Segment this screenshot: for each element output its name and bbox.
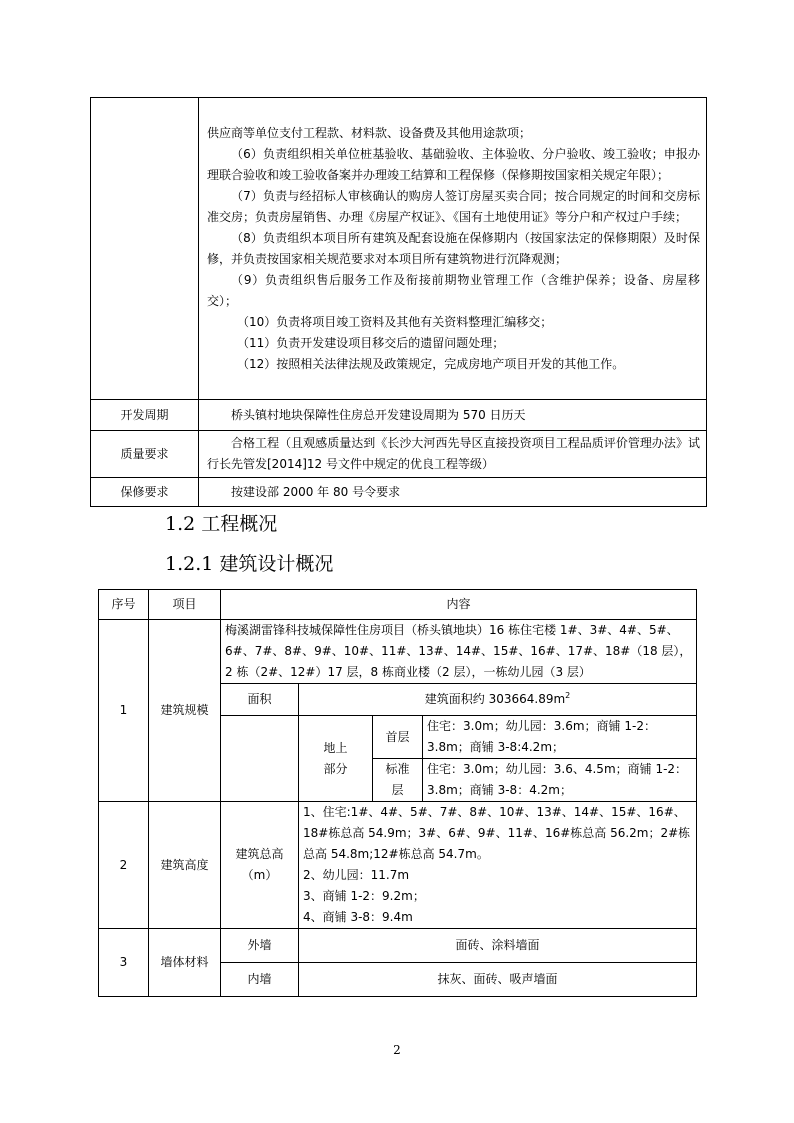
row2-no: 2 [99,802,149,929]
row2-content [299,802,697,929]
quality-label: 质量要求 [91,431,199,478]
header-item: 项目 [149,590,221,620]
period-label: 开发周期 [91,400,199,431]
row2-line: 1、住宅:1#、4#、5#、7#、8#、10#、13#、14#、15#、16#、18#栋总高 54.9m；3#、6#、9#、11#、16#栋总高 56.2m；2#栋总高 54.8m;12#栋总高 54.7m。 [303,805,691,861]
responsibility-table [90,97,707,507]
row1-above-label [299,716,373,802]
responsibility-line: （7）负责与经招标人审核确认的购房人签订房屋买卖合同；按合同规定的时间和交房标准交房；负责房屋销售、办理《房屋产权证》、《国有土地使用证》等分户和产权过户手续； [207,188,700,224]
row1-area-value [299,684,697,716]
row1-std-floor-value: 住宅：3.0m；幼儿园：3.6、4.5m；商铺 1-2：3.8m；商铺 3-8：4.2m； [423,759,697,802]
warranty-value: 按建设部 2000 年 80 号令要求 [199,478,707,507]
row1-first-floor-label: 首层 [373,716,423,759]
responsibility-line: （12）按照相关法律法规及政策规定，完成房地产项目开发的其他工作。 [237,356,625,371]
row3-outer-label: 外墙 [221,929,299,963]
row1-area-label: 面积 [221,684,299,716]
row1-above-text: 地上部分 [323,740,348,776]
section-heading-1-2-1: 1.2.1 建筑设计概况 [165,553,334,575]
section-heading-1-2: 1.2 工程概况 [165,513,278,535]
row2-sub-label [221,802,299,929]
row2-sub-text: 建筑总高（m） [235,847,284,882]
header-content: 内容 [221,590,697,620]
row1-std-floor-label [373,759,423,802]
responsibility-line: （8）负责组织本项目所有建筑及配套设施在保修期内（按国家法定的保修期限）及时保修，并负责按国家相关规范要求对本项目所有建筑物进行沉降观测； [207,230,700,266]
responsibility-line: （10）负责将项目竣工资料及其他有关资料整理汇编移交； [237,314,553,329]
row1-first-floor-value: 住宅：3.0m；幼儿园：3.6m；商铺 1-2：3.8m；商铺 3-8:4.2m； [423,716,697,759]
header-no: 序号 [99,590,149,620]
row3-no: 3 [99,929,149,997]
row1-description: 梅溪湖雷锋科技城保障性住房项目（桥头镇地块）16 栋住宅楼 1#、3#、4#、5#、6#、7#、8#、9#、10#、11#、13#、14#、15#、16#、17#、18#（18 层），2 栋（2#、12#）17 层，8 栋商业楼（2 层），一栋幼儿园（3 层） [221,620,697,684]
row1-empty-cell [221,716,299,802]
quality-value: 合格工程（且观感质量达到《长沙大河西先导区直接投资项目工程品质评价管理办法》试行长先管发[2014]12 号文件中规定的优良工程等级） [199,431,707,478]
responsibility-line: 供应商等单位支付工程款、材料款、设备费及其他用途款项； [207,125,532,140]
row2-line: 2、幼儿园：11.7m [303,868,410,882]
row3-item: 墙体材料 [149,929,221,997]
row1-no: 1 [99,620,149,802]
responsibility-line: （6）负责组织相关单位桩基验收、基础验收、主体验收、分户验收、竣工验收；申报办理联合验收和竣工验收备案并办理竣工结算和工程保修（保修期按国家相关规定年限）； [207,146,700,182]
responsibility-line: （11）负责开发建设项目移交后的遗留问题处理； [237,335,505,350]
row3-outer-value: 面砖、涂料墙面 [299,929,697,963]
row3-inner-label: 内墙 [221,963,299,997]
responsibility-line: （9）负责组织售后服务工作及衔接前期物业管理工作（含维护保养；设备、房屋移交）； [207,272,700,308]
row2-line: 3、商铺 1-2：9.2m； [303,889,425,903]
row1-area-unit-sup: 2 [565,691,571,700]
page-number: 2 [393,1043,401,1057]
architecture-design-table [98,589,697,997]
row1-item: 建筑规模 [149,620,221,802]
period-value: 桥头镇村地块保障性住房总开发建设周期为 570 日历天 [199,400,707,431]
responsibility-content-cell [199,98,707,400]
row1-area-text: 建筑面积约 303664.89m [424,692,566,706]
warranty-label: 保修要求 [91,478,199,507]
row3-inner-value: 抹灰、面砖、吸声墙面 [299,963,697,997]
row1-std-floor-text: 标准层 [385,762,410,797]
responsibility-label-cell [91,98,199,400]
row2-item: 建筑高度 [149,802,221,929]
row2-line: 4、商铺 3-8：9.4m [303,910,413,924]
